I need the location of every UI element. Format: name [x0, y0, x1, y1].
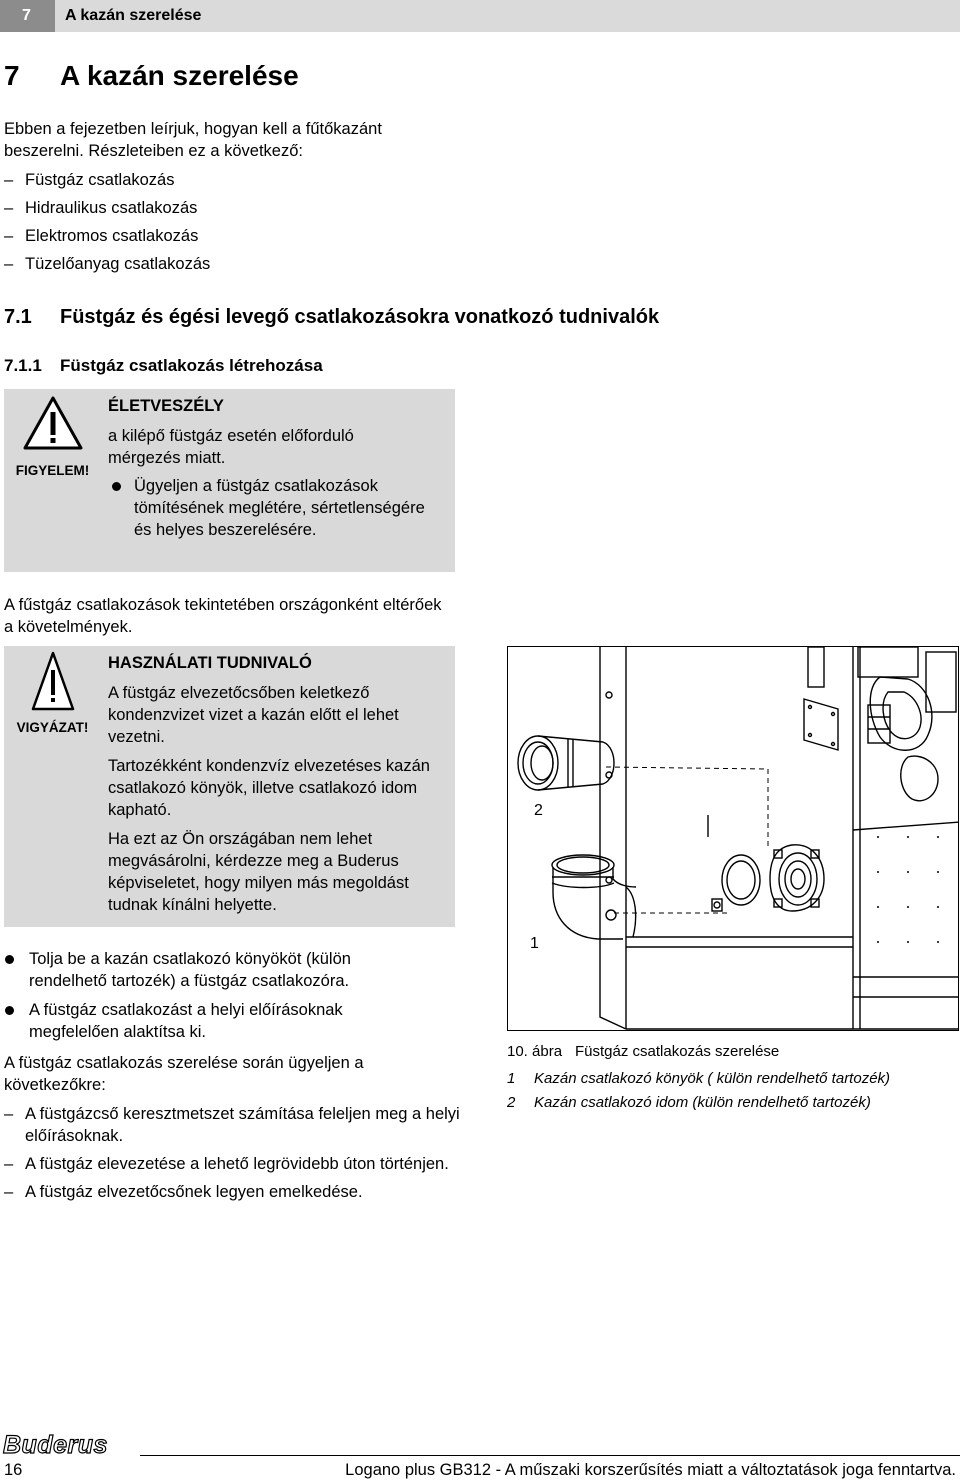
caution-content — [108, 652, 447, 916]
warning-bullet: Ügyeljen a füstgáz csatlakozások tömítésének meglétére, sértetlenségére és helyes beszerelésére. — [108, 475, 428, 541]
requirements-list — [0, 1103, 460, 1209]
subsection-heading-number: 7.1.1 — [4, 356, 42, 375]
chapter-header-bar — [0, 0, 960, 32]
figure-callout-1: 1 — [530, 935, 539, 952]
section-heading — [4, 306, 659, 329]
caution-paragraph: Tartozékként kondenzvíz elvezetéses kazán csatlakozó könyök, illetve csatlakozó idom kapható. — [108, 757, 430, 819]
footer-text: Logano plus GB312 - A műszaki korszerűsítés miatt a változtatások joga fenntartva. — [345, 1461, 956, 1479]
warning-title: ÉLETVESZÉLY — [108, 397, 224, 415]
chapter-heading — [4, 60, 299, 92]
chapter-header-title: A kazán szerelése — [65, 7, 202, 24]
bullet-icon — [5, 955, 14, 964]
figure-legend-item: 2 Kazán csatlakozó idom (külön rendelhető tartozék) — [507, 1094, 871, 1111]
boiler-drawing — [508, 647, 959, 1031]
chapter-heading-number: 7 — [4, 60, 20, 91]
figure-caption — [507, 1043, 779, 1060]
caution-title: HASZNÁLATI TUDNIVALÓ — [108, 654, 312, 672]
warning-content — [108, 395, 447, 541]
caution-paragraph: A füstgáz elvezetőcsőben keletkező kondenzvizet vizet a kazán előtt el lehet vezetni. — [108, 684, 399, 746]
list-item: – Elektromos csatlakozás — [4, 227, 199, 245]
list-item: – Füstgáz csatlakozás — [4, 171, 175, 189]
figure-callout-2: 2 — [534, 802, 543, 819]
footer-divider — [140, 1455, 960, 1456]
list-item: – A füstgáz elvezetőcsőnek legyen emelkedése. — [4, 1183, 363, 1201]
caution-box — [4, 646, 455, 927]
warning-triangle-icon — [22, 395, 84, 451]
warning-box — [4, 389, 455, 572]
warning-icon-column — [4, 395, 101, 478]
bullet-icon — [5, 1006, 14, 1015]
chapter-heading-title: A kazán szerelése — [60, 60, 299, 91]
instruction-list — [4, 948, 424, 1050]
figure-caption-text: Füstgáz csatlakozás szerelése — [575, 1043, 780, 1060]
figure-legend-item: 1 Kazán csatlakozó könyök ( külön rendelhető tartozék) — [507, 1070, 891, 1087]
caution-label: VIGYÁZAT! — [16, 720, 89, 735]
bullet-icon — [112, 482, 121, 491]
subsection-heading-title: Füstgáz csatlakozás létrehozása — [60, 356, 323, 375]
instruction-item: Tolja be a kazán csatlakozó könyököt (külön rendelhető tartozék) a füstgáz csatlakozóra. — [4, 948, 424, 992]
page-number: 16 — [4, 1461, 23, 1479]
caution-paragraph: Ha ezt az Ön országában nem lehet megvásárolni, kérdezze meg a Buderus képviseletet, hogy milyen más megoldást tudnak kínálni helyette. — [108, 830, 409, 914]
warning-text: a kilépő füstgáz esetén előforduló mérgezés miatt. — [108, 427, 354, 467]
subsection-heading — [4, 356, 323, 376]
intro-list — [0, 169, 450, 281]
chapter-number-tab: 7 — [0, 0, 55, 32]
country-note: A fűstgáz csatlakozások tekintetében országonként eltérőek a követelmények. — [4, 596, 442, 636]
warning-label: FIGYELEM! — [15, 463, 90, 478]
caution-icon-column — [4, 650, 101, 735]
list-item: – A füstgáz elevezetése a lehető legrövidebb úton történjen. — [4, 1155, 449, 1173]
list-item: – A füstgázcső keresztmetszet számítása feleljen meg a helyi előírásoknak. — [4, 1105, 460, 1145]
intro-text: Ebben a fejezetben leírjuk, hogyan kell a fűtőkazánt beszerelni. Részleteiben ez a következő: — [4, 120, 382, 160]
section-heading-number: 7.1 — [4, 306, 32, 328]
boiler-flue-figure — [507, 646, 959, 1031]
instruction-item: A füstgáz csatlakozást a helyi előírásoknak megfelelően alaktítsa ki. — [4, 999, 424, 1043]
figure-caption-number: 10. ábra — [507, 1043, 563, 1060]
install-note: A füstgáz csatlakozás szerelése során ügyeljen a következőkre: — [4, 1054, 364, 1094]
buderus-logo: Buderus — [3, 1431, 108, 1459]
list-item: – Tüzelőanyag csatlakozás — [4, 255, 211, 273]
list-item: – Hidraulikus csatlakozás — [4, 199, 198, 217]
caution-triangle-icon — [30, 650, 76, 712]
section-heading-title: Füstgáz és égési levegő csatlakozásokra vonatkozó tudnivalók — [60, 306, 660, 328]
